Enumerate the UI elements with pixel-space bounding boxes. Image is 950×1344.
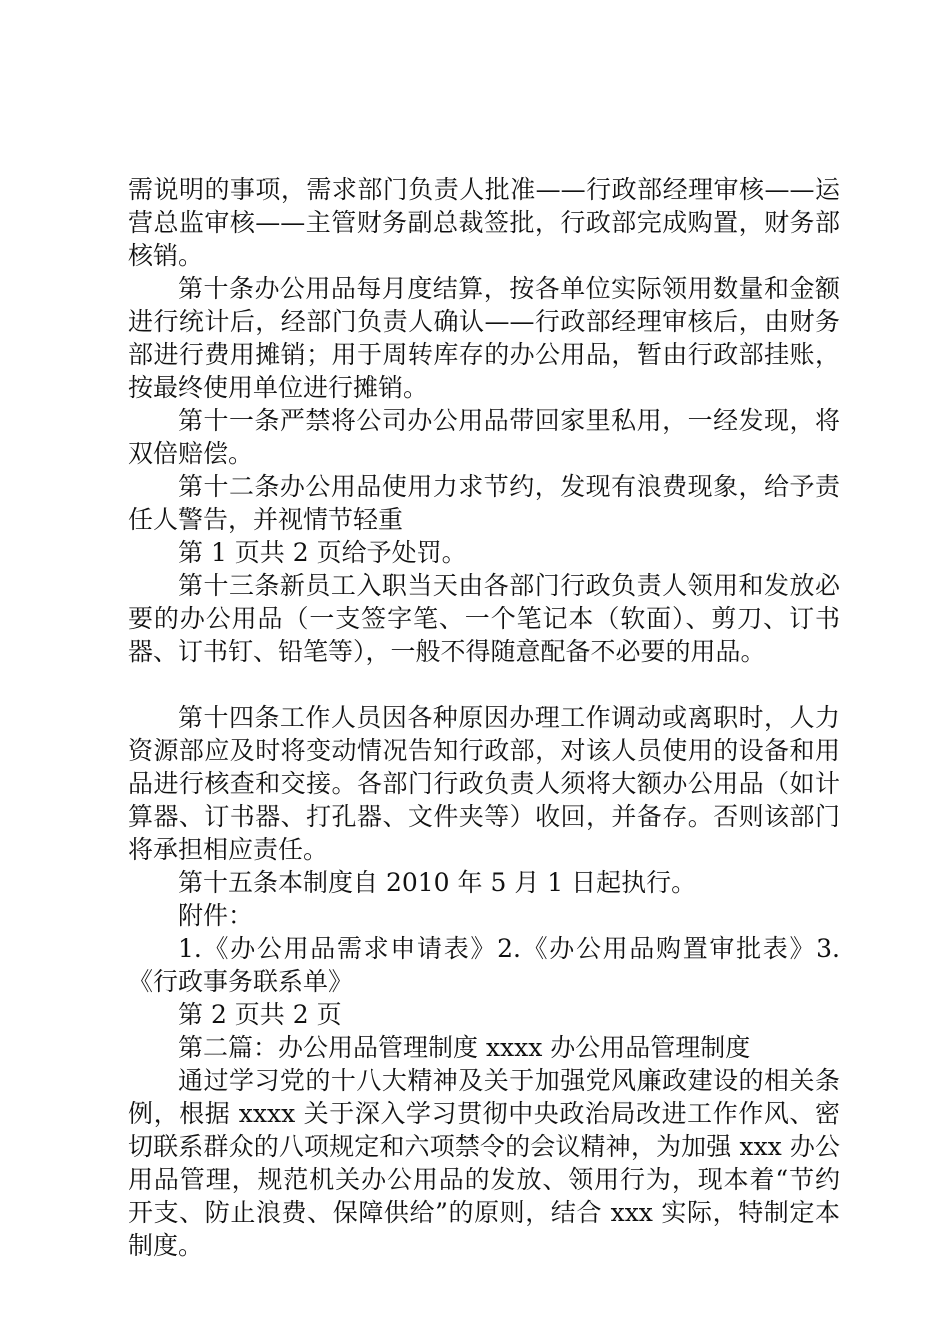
- attachment-list: 1.《办公用品需求申请表》2.《办公用品购置审批表》3.《行政事务联系单》: [128, 934, 840, 996]
- document-body: [128, 173, 840, 1262]
- paragraph-part-2-intro: 通过学习党的十八大精神及关于加强党风廉政建设的相关条例，根据 xxxx 关于深入学习贯彻中央政治局改进工作作风、密切联系群众的八项规定和六项禁令的会议精神，为加强 xxx 办公用品管理，规范机关办公用品的发放、领用行为，现本着“节约开支、防止浪费、保障供给”的原则，结合 xxx 实际，特制定本制度。: [128, 1066, 840, 1260]
- paragraph-article-10: 第十条办公用品每月度结算，按各单位实际领用数量和金额进行统计后，经部门负责人确认——行政部经理审核后，由财务部进行费用摊销；用于周转库存的办公用品，暂由行政部挂账，按最终使用单位进行摊销。: [128, 274, 840, 402]
- paragraph-article-12: 第十二条办公用品使用力求节约，发现有浪费现象，给予责任人警告，并视情节轻重: [128, 472, 840, 534]
- page-1-footer-note: 第 1 页共 2 页给予处罚。: [178, 538, 467, 567]
- paragraph-article-13: 第十三条新员工入职当天由各部门行政负责人领用和发放必要的办公用品（一支签字笔、一个笔记本（软面）、剪刀、订书器、订书钉、铅笔等），一般不得随意配备不必要的用品。: [128, 571, 840, 666]
- paragraph-article-15: 第十五条本制度自 2010 年 5 月 1 日起执行。: [178, 868, 697, 897]
- page-2-footer-note: 第 2 页共 2 页: [178, 1000, 342, 1029]
- paragraph-spacer: [128, 668, 840, 701]
- attachment-heading: 附件：: [178, 901, 254, 930]
- paragraph-article-11: 第十一条严禁将公司办公用品带回家里私用，一经发现，将双倍赔偿。: [128, 406, 840, 468]
- paragraph-article-14: 第十四条工作人员因各种原因办理工作调动或离职时，人力资源部应及时将变动情况告知行政部，对该人员使用的设备和用品进行核查和交接。各部门行政负责人须将大额办公用品（如计算器、订书器、打孔器、文件夹等）收回，并备存。否则该部门将承担相应责任。: [128, 703, 840, 864]
- paragraph-continued: 需说明的事项，需求部门负责人批准——行政部经理审核——运营总监审核——主管财务副总裁签批，行政部完成购置，财务部核销。: [128, 175, 840, 270]
- part-2-title: 第二篇：办公用品管理制度 xxxx 办公用品管理制度: [178, 1033, 751, 1062]
